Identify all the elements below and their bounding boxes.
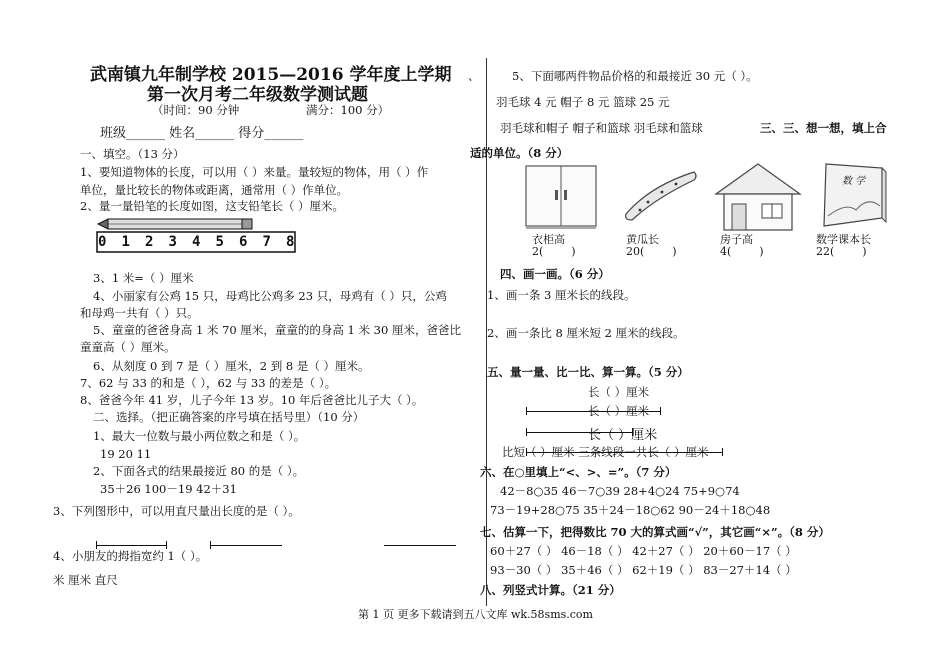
math-book-label: 数学课本长 22( ) <box>816 233 871 258</box>
figure-ray <box>210 545 282 546</box>
measure-length-1: 长（ ）厘米 <box>588 385 650 399</box>
choice-3: 3、下列图形中，可以用直尺量出长度的是（ ）。 <box>53 504 300 518</box>
ruler-number: 3 <box>168 234 177 250</box>
page-footer: 第 1 页 更多下载请到五八文库 wk.58sms.com <box>358 608 593 621</box>
ruler-number: 1 <box>121 234 130 250</box>
section-6-heading: 六、在○里填上“<、>、=”。（7 分） <box>480 465 677 479</box>
ruler-number: 8 <box>286 234 295 250</box>
choice-4: 4、小朋友的拇指宽约 1（ ）。 <box>53 549 208 563</box>
segment-end-tick <box>526 407 527 415</box>
section-3-heading-line1: 三、三、想一想，填上合 <box>760 121 887 135</box>
house-label: 房子高 4( ) <box>720 233 764 258</box>
student-info-fields: 班级______ 姓名______ 得分______ <box>100 126 304 141</box>
book-cover-title: 数 学 <box>842 176 866 187</box>
ruler-number: 2 <box>145 234 154 250</box>
ruler-number: 7 <box>262 234 271 250</box>
segment-end-tick <box>722 448 723 456</box>
section-4-heading: 四、画一画。（6 分） <box>500 267 610 281</box>
choice-4-options: 米 厘米 直尺 <box>53 573 118 587</box>
section-2-heading: 二、选择。（把正确答案的序号填在括号里）（10 分） <box>93 410 365 424</box>
question-5-line1: 5、童童的爸爸身高 1 米 70 厘米，童童的的身高 1 米 30 厘米，爸爸比 <box>93 323 461 337</box>
section-1-heading: 一、填空。（13 分） <box>80 147 185 161</box>
choice-5-options: 羽毛球和帽子 帽子和篮球 羽毛球和篮球 <box>500 121 703 135</box>
question-4-line2: 和母鸡一共有（ ）只。 <box>80 306 199 320</box>
exam-title-line1: 武南镇九年制学校 2015—2016 学年度上学期 <box>90 65 452 85</box>
compare-row-1: 42－8○35 46－7○39 28+4○24 75+9○74 <box>500 484 740 498</box>
estimate-row-2: 93－30（ ） 35＋46（ ） 62＋19（ ） 83－27＋14（ ） <box>490 563 797 577</box>
draw-question-2: 2、画一条比 8 厘米短 2 厘米的线段。 <box>487 326 685 340</box>
question-6: 6、从刻度 0 到 7 是（ ）厘米，2 到 8 是（ ）厘米。 <box>93 359 370 373</box>
ruler-number: 5 <box>215 234 224 250</box>
ruler-number: 4 <box>192 234 201 250</box>
house-picture <box>712 160 804 238</box>
question-3: 3、1 米=（ ）厘米 <box>93 271 194 285</box>
pencil-ruler-illustration <box>96 214 302 254</box>
math-book-picture <box>816 160 890 236</box>
question-8: 8、爸爸今年 41 岁，儿子今年 13 岁。10 年后爸爸比儿子大（ ）。 <box>80 393 424 407</box>
section-8-heading: 八、列竖式计算。（21 分） <box>480 583 621 597</box>
cucumber-icon <box>626 172 696 220</box>
choice-1-options: 19 20 11 <box>100 447 152 461</box>
choice-5-items: 羽毛球 4 元 帽子 8 元 篮球 25 元 <box>496 95 670 109</box>
section-7-heading: 七、估算一下，把得数比 70 大的算式画“√”，其它画“×”。（8 分） <box>480 525 830 539</box>
segment-end-tick <box>526 428 527 436</box>
measure-length-3: 长（ ）厘米 <box>588 428 658 443</box>
ray-end-tick <box>210 541 211 549</box>
estimate-row-1: 60＋27（ ） 46－18（ ） 42＋27（ ） 20＋60－17（ ） <box>490 544 797 558</box>
house-icon <box>716 164 800 230</box>
measure-length-2: 长（ ）厘米 <box>588 404 650 418</box>
question-1-line1: 1、要知道物体的长度，可以用（ ）来量。量较短的物体，用（ ）作 <box>80 165 429 179</box>
question-2: 2、量一量铅笔的长度如图，这支铅笔长（ ）厘米。 <box>80 199 344 213</box>
figure-line-segment <box>96 545 166 546</box>
ruler-number: 6 <box>239 234 248 250</box>
measure-compare: 比短（ ）厘米 三条线段一共长（ ）厘米 <box>502 445 709 459</box>
wardrobe-icon <box>526 166 596 228</box>
choice-5-prefix: 、 <box>468 69 480 83</box>
compare-row-2: 73－19+28○75 35＋24－18○62 90－24＋18○48 <box>490 503 771 517</box>
exam-score: 满分：100 分） <box>306 103 390 117</box>
exam-time: （时间：90 分钟 <box>152 103 240 117</box>
cucumber-picture <box>620 166 702 230</box>
choice-2: 2、下面各式的结果最接近 80 的是（ ）。 <box>93 464 305 478</box>
choice-5: 5、下面哪两件物品价格的和最接近 30 元（ ）。 <box>512 69 758 83</box>
question-1-line2: 单位，量比较长的物体或距离，通常用（ ）作单位。 <box>80 183 349 197</box>
cucumber-label: 黄瓜长 20( ) <box>626 233 677 258</box>
pencil-icon <box>98 219 252 229</box>
section-5-heading: 五、量一量、比一比、算一算。（5 分） <box>487 365 689 379</box>
question-4-line1: 4、小丽家有公鸡 15 只，母鸡比公鸡多 23 只，母鸡有（ ）只，公鸡 <box>93 289 447 303</box>
segment-end-tick <box>660 407 661 415</box>
draw-question-1: 1、画一条 3 厘米长的线段。 <box>487 288 636 302</box>
wardrobe-picture <box>522 162 602 238</box>
figure-straight-line <box>384 545 456 546</box>
question-5-line2: 童童高（ ）厘米。 <box>80 340 176 354</box>
ruler-number: 0 <box>98 234 107 250</box>
choice-2-options: 35＋26 100－19 42＋31 <box>100 482 237 496</box>
wardrobe-label: 衣柜高 2( ) <box>532 233 576 258</box>
exam-title-line2: 第一次月考二年级数学测试题 <box>147 85 368 105</box>
question-7: 7、62 与 33 的和是（ ），62 与 33 的差是（ ）。 <box>80 376 337 390</box>
choice-1: 1、最大一位数与最小两位数之和是（ ）。 <box>93 429 306 443</box>
section-3-heading-line2: 适的单位。（8 分） <box>470 146 569 160</box>
